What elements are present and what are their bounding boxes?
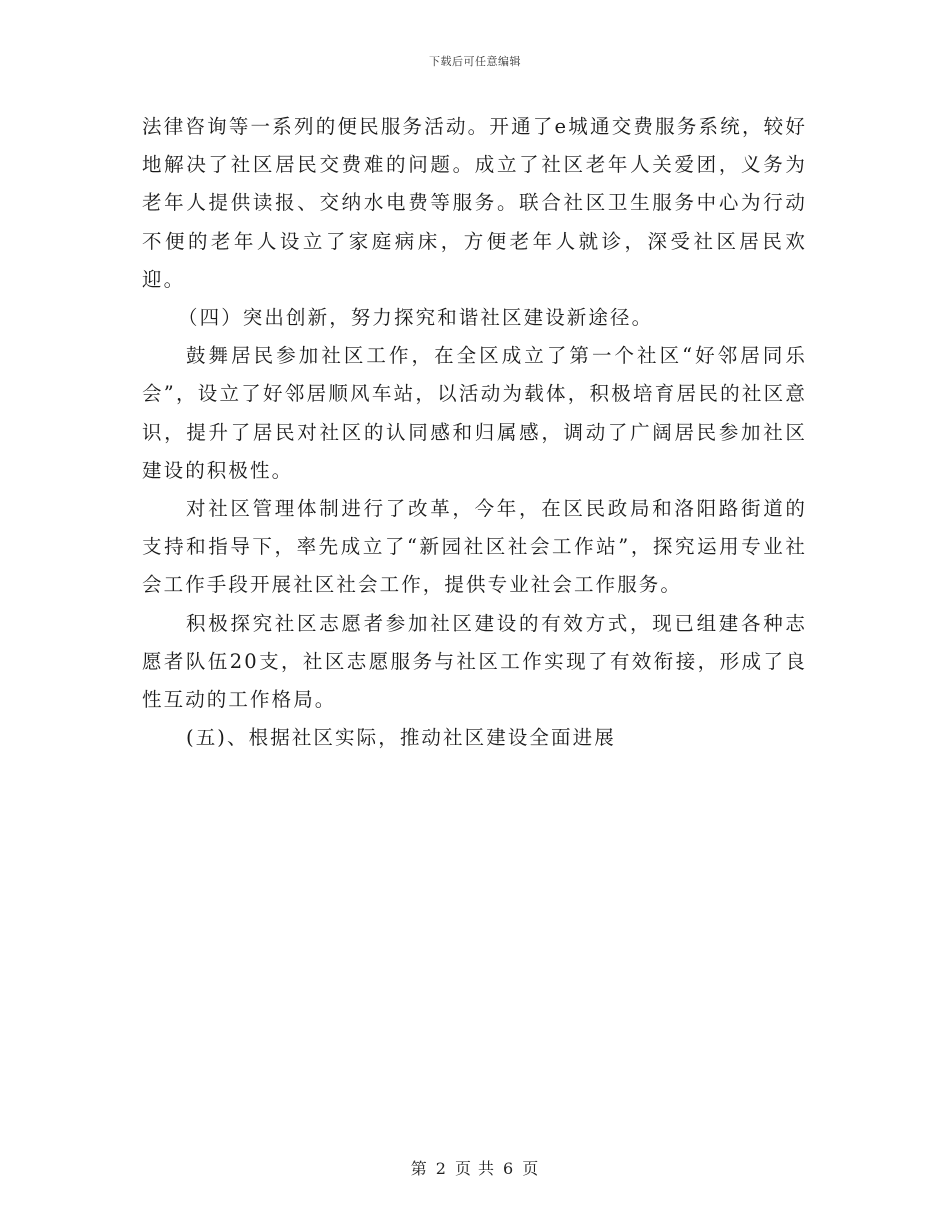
paragraph-neighbor-club: 鼓舞居民参加社区工作，在全区成立了第一个社区“好邻居同乐会”，设立了好邻居顺风车站，以活动为载体，积极培育居民的社区意识，提升了居民对社区的认同感和归属感，调动了广阔居民参加社区建设的积极性。 [142, 344, 807, 482]
paragraph-management-reform: 对社区管理体制进行了改革，今年，在区民政局和洛阳路街道的支持和指导下，率先成立了“新园社区社会工作站”，探究运用专业社会工作手段开展社区社会工作，提供专业社会工作服务。 [142, 497, 807, 597]
footer-prefix: 第 [410, 1159, 428, 1178]
footer-mid: 页 共 [454, 1159, 496, 1178]
paragraph-continuation: 法律咨询等一系列的便民服务活动。开通了e城通交费服务系统，较好地解决了社区居民交费难的问题。成立了社区老年人关爱团，义务为老年人提供读报、交纳水电费等服务。联合社区卫生服务中心为行动不便的老年人设立了家庭病床，方便老年人就诊，深受社区居民欢迎。 [142, 115, 807, 291]
paragraph-volunteers: 积极探究社区志愿者参加社区建设的有效方式，现已组建各种志愿者队伍20支，社区志愿服务与社区工作实现了有效衔接，形成了良性互动的工作格局。 [142, 611, 807, 712]
page-footer [0, 1156, 950, 1179]
document-body [142, 108, 807, 757]
section-heading-5: (五)、根据社区实际，推动社区建设全面进展 [186, 726, 616, 750]
footer-suffix: 页 [522, 1159, 540, 1178]
page-header: 下载后可任意编辑 [429, 55, 521, 68]
footer-current-page: 2 [435, 1159, 447, 1178]
section-heading-4: （四）突出创新，努力探究和谐社区建设新途径。 [178, 306, 654, 330]
footer-total-pages: 6 [503, 1159, 515, 1178]
